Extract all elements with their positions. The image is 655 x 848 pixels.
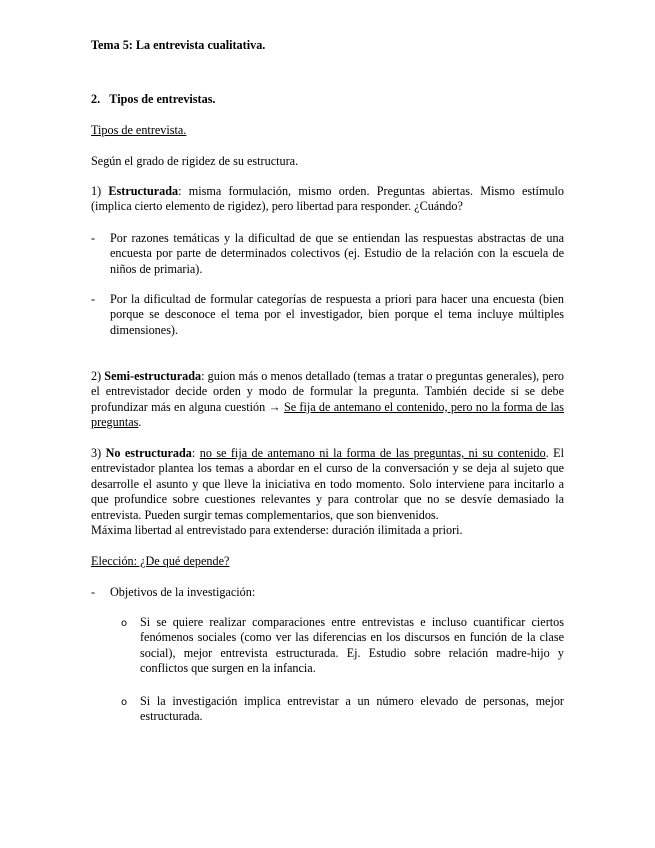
term-semi-estructurada: Semi-estructurada	[104, 369, 202, 383]
eleccion-heading: Elección: ¿De qué depende?	[91, 554, 230, 568]
paragraph-estructurada	[91, 184, 564, 215]
dash-bullet: -	[91, 231, 96, 245]
semi-text: : guion más o menos detallado (temas a tratar o preguntas generales), pero el entrevistador decide orden y modo de formular la pregunta. También decide si se debe profundizar más en alguna cuestión	[91, 369, 564, 414]
no-estructurada-last-line: Máxima libertad al entrevistado para extenderse: duración ilimitada a priori.	[91, 523, 463, 537]
estructurada-text: : misma formulación, mismo orden. Preguntas abiertas. Mismo estímulo (implica cierto elemento de rigidez), pero libertad para responder. ¿Cuándo?	[91, 184, 564, 214]
item-number: 2)	[91, 369, 102, 383]
arrow-icon: →	[268, 399, 281, 414]
no-estructurada-underlined: no se fija de antemano ni la forma de las preguntas, ni su contenido	[199, 446, 546, 460]
semi-end: .	[138, 415, 142, 430]
eleccion-subitem-2: Si la investigación implica entrevistar a un número elevado de personas, mejor estructurada.	[140, 694, 564, 724]
item-number: 1)	[91, 184, 102, 198]
eleccion-subitem-1: Si se quiere realizar comparaciones entre entrevistas e incluso cuantificar ciertos fenómenos sociales (como ver las diferencias en los discursos en función de la clase social), mejor entrevista estructurada. Ej. Estudio sobre relación madre-hijo y conflictos que surgen en la infancia.	[140, 615, 564, 676]
section-number: 2.	[91, 92, 101, 106]
dash-bullet: -	[91, 292, 96, 306]
paragraph-semi-estructurada	[91, 369, 564, 431]
term-estructurada: Estructurada	[108, 184, 179, 198]
eleccion-item: Objetivos de la investigación:	[110, 585, 256, 599]
paragraph-no-estructurada	[91, 446, 564, 523]
item-number: 3)	[91, 446, 102, 460]
document-title: Tema 5: La entrevista cualitativa.	[91, 38, 266, 52]
bullet-estructurada-2: Por la dificultad de formular categorías de respuesta a priori para hacer una encuesta (bien porque se desconoce el tema por el investigador, bien porque el tema incluye múltiples dimensiones).	[110, 292, 564, 337]
semi-underlined: Se fija de antemano el contenido, pero no la forma de las preguntas	[91, 399, 564, 430]
circle-bullet-icon: o	[121, 697, 128, 708]
no-estructurada-text: . El entrevistador plantea los temas a abordar en el curso de la conversación y se deja al sujeto que desarrolle el asunto y que lleve la iniciativa en todo momento. Solo interviene para incitarlo a que profundice sobre cuestiones relevantes y para controlar que no se desvíe demasiado la entrevista. Pueden surgir temas complementarios, que son bienvenidos.	[91, 446, 565, 522]
section-title: Tipos de entrevistas.	[109, 92, 216, 106]
bullet-estructurada-1: Por razones temáticas y la dificultad de que se entiendan las respuestas abstractas de una encuesta por parte de determinados colectivos (ej. Estudio de la relación con la escuela de niños de primaria).	[110, 231, 564, 276]
intro-paragraph: Según el grado de rigidez de su estructura.	[91, 154, 299, 168]
circle-bullet-icon: o	[121, 618, 128, 629]
subheading-tipos: Tipos de entrevista.	[91, 123, 187, 137]
dash-bullet: -	[91, 585, 96, 599]
section-heading	[91, 92, 564, 107]
term-no-estructurada: No estructurada	[105, 446, 192, 460]
no-estructurada-sep: :	[191, 446, 196, 460]
